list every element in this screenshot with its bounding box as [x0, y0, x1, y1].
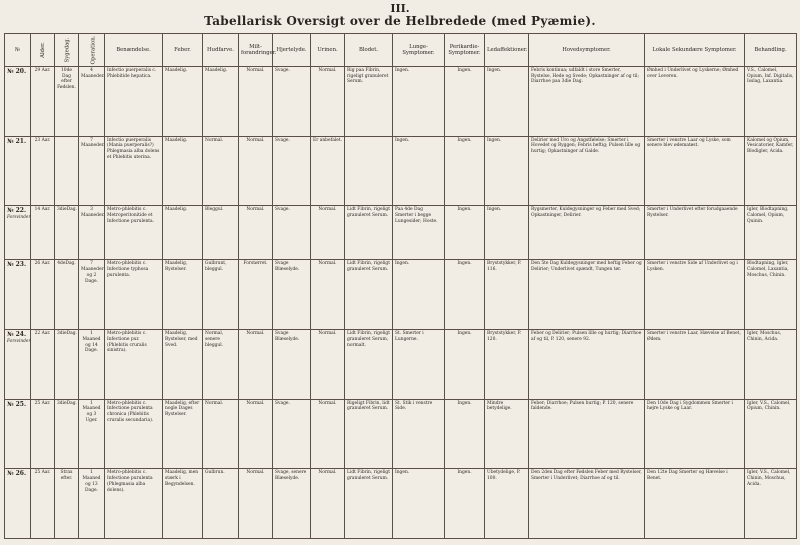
cell-benaevnelse: Infectio puerperalis c. Phlebitide hepatica. [105, 67, 163, 137]
cell-lokale: Ømhed i Underlivet og Lyskerne; Ømhed over Leveren. [645, 67, 745, 137]
cell-lokale: Den 12te Dag Smerter og Hævelse i Benet. [645, 469, 745, 539]
cell-milt: Normal. [239, 399, 273, 469]
cell-beh: Blodtapning, Igler, Calomel, Laxantia, Moschus, Chinin. [745, 260, 797, 330]
cell-blod: Lidt Fibrin, rigeligt granuleret Serum, normalt. [345, 330, 393, 400]
col-header-perikardie: Perikardie-Symptomer. [445, 34, 485, 67]
cell-lunge: Ingen. [393, 67, 445, 137]
cell-hoved: Delirier med Uro og Angstfølelse; Smerter i Hovedet og Ryggen; Febris heftig; Pulsen lille og hurtig; Opkastninger af Galde. [529, 136, 645, 206]
cell-lokale: Smerter i venstre Laar, Hævelse af Benet, Ødem. [645, 330, 745, 400]
col-header-urin: Urinen. [311, 34, 345, 67]
header-row [5, 34, 797, 67]
cell-feber: Maadelig, Rystelser. [163, 260, 203, 330]
cell-beh: Igler, V.S., Calomel, Opium, Chinin. [745, 399, 797, 469]
cell-lunge: Ingen. [393, 469, 445, 539]
cell-beh: Kalomel og Opium, Vesicatorier, Kamfer, Blodigler, Acida. [745, 136, 797, 206]
cell-hudfarve: Bleggul. [203, 206, 239, 260]
cell-hjerte: Svage, senere Blæselyde. [273, 469, 311, 539]
cell-hjerte: Svage. [273, 67, 311, 137]
cell-no: № 23. [5, 260, 31, 330]
cell-operation: 7 Maaneder. [79, 136, 105, 206]
cell-benaevnelse: Metro-phlebitis c. Infectione purulenta chronica (Phlebitis cruralis secundaria). [105, 399, 163, 469]
cell-perikardie: Ingen. [445, 206, 485, 260]
cell-alder: 25 Aar. [31, 469, 55, 539]
cell-benaevnelse: Metro-phlebitis c. Infectione typhosa purulenta. [105, 260, 163, 330]
cell-sygedag: 3dieDag. [55, 330, 79, 400]
cell-urin: Normal. [311, 206, 345, 260]
cell-no: № 26. [5, 469, 31, 539]
cell-blod: Rigeligt Fibrin, lidt granuleret Serum. [345, 399, 393, 469]
col-header-operation: Operation. [79, 34, 105, 67]
cell-lunge: St. Smerter i Lungerne. [393, 330, 445, 400]
cell-hoved: Febris kontinua; udfaldt i store Smerter, Rystelse, Hede og Svede; Opkastninger af og til; Diarrhoe paa 3die Dag. [529, 67, 645, 137]
cell-led: Ubetydelige, P. 100. [485, 469, 529, 539]
cell-perikardie: Ingen. [445, 399, 485, 469]
col-header-lunge: Lunge-Symptomer. [393, 34, 445, 67]
cell-alder: 14 Aar. [31, 206, 55, 260]
cell-benaevnelse: Infectio puerperalis (Mania puerperalis?) Phlegmasia alba dolens et Phlebitis uterina. [105, 136, 163, 206]
cell-benaevnelse: Metro-phlebitis c. Infectione pur. (Phlebitis cruralis sinistra). [105, 330, 163, 400]
cell-led: Ingen. [485, 136, 529, 206]
cell-urin: Normal. [311, 67, 345, 137]
cell-sygedag: 3dieDag. [55, 206, 79, 260]
cell-hudfarve: Normal, senere bleggul. [203, 330, 239, 400]
cell-urin: Normal. [311, 330, 345, 400]
cell-no: № 25. [5, 399, 31, 469]
cell-feber: Maadelig. [163, 136, 203, 206]
cell-hoved: Den 2den Dag efter Fødslen Feber med Rystelser, Smerter i Underlivet; Diarrhoe af og til. [529, 469, 645, 539]
cell-perikardie: Ingen. [445, 67, 485, 137]
cell-alder: 29 Aar. [31, 67, 55, 137]
col-header-blod: Blodet. [345, 34, 393, 67]
cell-milt: Normal. [239, 330, 273, 400]
cell-alder: 23 Aar. [31, 136, 55, 206]
col-header-lokale: Lokale Sekundære Symptomer. [645, 34, 745, 67]
col-header-sygedag: Sygedag. [55, 34, 79, 67]
cell-operation: 4 Maaneder. [79, 67, 105, 137]
col-header-led: Ledaffektioner. [485, 34, 529, 67]
col-header-feber: Feber. [163, 34, 203, 67]
cell-operation: 1 Maaned og 14 Dage. [79, 330, 105, 400]
cell-urin: Normal. [311, 260, 345, 330]
cell-no: № 22. Forsvinder [5, 206, 31, 260]
cell-operation: 7 Maaneder og 2 Dage. [79, 260, 105, 330]
cell-led: Ingen. [485, 206, 529, 260]
cell-feber: Maadelig. [163, 206, 203, 260]
cell-blod: Rig paa Fibrin, rigeligt granuleret Serum. [345, 67, 393, 137]
cell-hudfarve: Gulbrunt, bleggul. [203, 260, 239, 330]
cell-feber: Maadelig, men stærk i Begyndelsen. [163, 469, 203, 539]
cell-blod: Lidt Fibrin, rigeligt granuleret Serum. [345, 260, 393, 330]
table-row-6 [5, 399, 797, 469]
cell-lokale: Smerter i Underlivet efter forudgaaende Rystelser. [645, 206, 745, 260]
cell-blod [345, 136, 393, 206]
cell-milt: Normal. [239, 136, 273, 206]
cell-alder: 26 Aar. [31, 260, 55, 330]
cell-lokale: Smerter i venstre Side af Underlivet og i Lysken. [645, 260, 745, 330]
cell-benaevnelse: Metro-phlebitis c. Metroperitonitide et Infectione purulenta. [105, 206, 163, 260]
cell-milt: Normal. [239, 206, 273, 260]
cell-hoved: Feber og Delirier; Pulsen lille og hurtig; Diarrhoe af og til, P. 120, senere 92. [529, 330, 645, 400]
cell-blod: Lidt Fibrin, rigeligt granuleret Serum. [345, 206, 393, 260]
overview-table [4, 33, 797, 539]
cell-blod: Lidt Fibrin, rigeligt granuleret Serum. [345, 469, 393, 539]
cell-hoved: Den 5te Dag Kuldegysninger med heftig Feber og Delirier; Underlivet spændt, Tungen tør. [529, 260, 645, 330]
cell-sygedag: 3dieDag. [55, 399, 79, 469]
cell-led: Ingen. [485, 67, 529, 137]
cell-perikardie: Ingen. [445, 260, 485, 330]
col-header-no: № [5, 34, 31, 67]
cell-alder: 22 Aar. [31, 330, 55, 400]
col-header-milt: Milt-forandringer. [239, 34, 273, 67]
cell-lunge: Ingen. [393, 260, 445, 330]
table-row-4 [5, 260, 797, 330]
cell-lunge: Ingen. [393, 136, 445, 206]
col-header-benaevnelse: Benændelse. [105, 34, 163, 67]
cell-no: № 20. [5, 67, 31, 137]
cell-urin: Normal. [311, 399, 345, 469]
cell-hjerte: Svage. [273, 399, 311, 469]
cell-urin: Er anbefalet. [311, 136, 345, 206]
cell-feber: Maadelig, Rystelser, med Sved. [163, 330, 203, 400]
cell-no: № 24. Forsvinder [5, 330, 31, 400]
cell-hudfarve: Normal. [203, 399, 239, 469]
cell-beh: Igler, Moschus, Chinin, Acida. [745, 330, 797, 400]
table-row-1 [5, 67, 797, 137]
cell-urin: Normal. [311, 469, 345, 539]
cell-feber: Maadelig, efter nogle Dages Rystelser. [163, 399, 203, 469]
cell-milt: Normal. [239, 469, 273, 539]
cell-sygedag [55, 136, 79, 206]
col-header-alder: Alder. [31, 34, 55, 67]
col-header-beh: Behandling. [745, 34, 797, 67]
cell-feber: Maadelig. [163, 67, 203, 137]
cell-benaevnelse: Metro-phlebitis c. Infectione purulenta (Phlegmasia alba dolens). [105, 469, 163, 539]
col-header-hoved: Hovedsymptomer. [529, 34, 645, 67]
cell-hjerte: Svage Blæselyde. [273, 330, 311, 400]
table-row-3 [5, 206, 797, 260]
table-row-2 [5, 136, 797, 206]
page-title: Tabellarisk Oversigt over de Helbredede (med Pyæmie). [204, 14, 596, 28]
cell-hjerte: Svage. [273, 136, 311, 206]
cell-hjerte: Svage. [273, 206, 311, 260]
table-row-7 [5, 469, 797, 539]
cell-sygedag: 10de Dag efter Fødslen. [55, 67, 79, 137]
cell-perikardie: Ingen. [445, 330, 485, 400]
cell-perikardie: Ingen. [445, 469, 485, 539]
cell-led: Bryststykker, P. 116. [485, 260, 529, 330]
cell-hjerte: Svage Blæselyde. [273, 260, 311, 330]
cell-led: Bryststykker, P. 120. [485, 330, 529, 400]
cell-hoved: Feber; Diarrhoe; Pulsen hurtig; P. 120, senere faldende. [529, 399, 645, 469]
col-header-hudfarve: Hudfarve. [203, 34, 239, 67]
cell-sygedag: Strax efter. [55, 469, 79, 539]
cell-milt: Forstørret. [239, 260, 273, 330]
cell-alder: 25 Aar. [31, 399, 55, 469]
col-header-hjerte: Hjertelyde. [273, 34, 311, 67]
cell-led: Mindre betydelige. [485, 399, 529, 469]
cell-beh: V.S., Calomel, Opium, Inf. Digitalis, Isslag, Laxantia. [745, 67, 797, 137]
table-body [5, 67, 797, 539]
table-row-5 [5, 330, 797, 400]
cell-operation: 1 Maaned og 13 Dage. [79, 469, 105, 539]
cell-hoved: Rygsmerter, Kuldegysninger og Feber med Sved; Opkastninger, Delirier. [529, 206, 645, 260]
cell-operation: 3 Maaneder. [79, 206, 105, 260]
cell-lunge: Paa 4de Dag Smerter i begge Lungesider; Hoste. [393, 206, 445, 260]
page-number: III. [390, 2, 410, 15]
cell-operation: 1 Maaned og 3 Uger. [79, 399, 105, 469]
cell-lokale: Den 10de Dag i Sygdommen Smerter i højre Lyske og Laar. [645, 399, 745, 469]
cell-beh: Igler, V.S., Calomel, Chinin, Moschus, Acida. [745, 469, 797, 539]
cell-no: № 21. [5, 136, 31, 206]
cell-hudfarve: Gulbrun. [203, 469, 239, 539]
cell-hudfarve: Maadelig. [203, 67, 239, 137]
cell-beh: Igler, Blodtapning, Calomel, Opium, Quinin. [745, 206, 797, 260]
cell-lunge: St. Stik i venstre Side. [393, 399, 445, 469]
cell-sygedag: 4deDag. [55, 260, 79, 330]
cell-perikardie: Ingen. [445, 136, 485, 206]
cell-milt: Normal. [239, 67, 273, 137]
cell-hudfarve: Normal. [203, 136, 239, 206]
cell-lokale: Smerter i venstre Laar og Lyske, som senere blev ødematøst. [645, 136, 745, 206]
